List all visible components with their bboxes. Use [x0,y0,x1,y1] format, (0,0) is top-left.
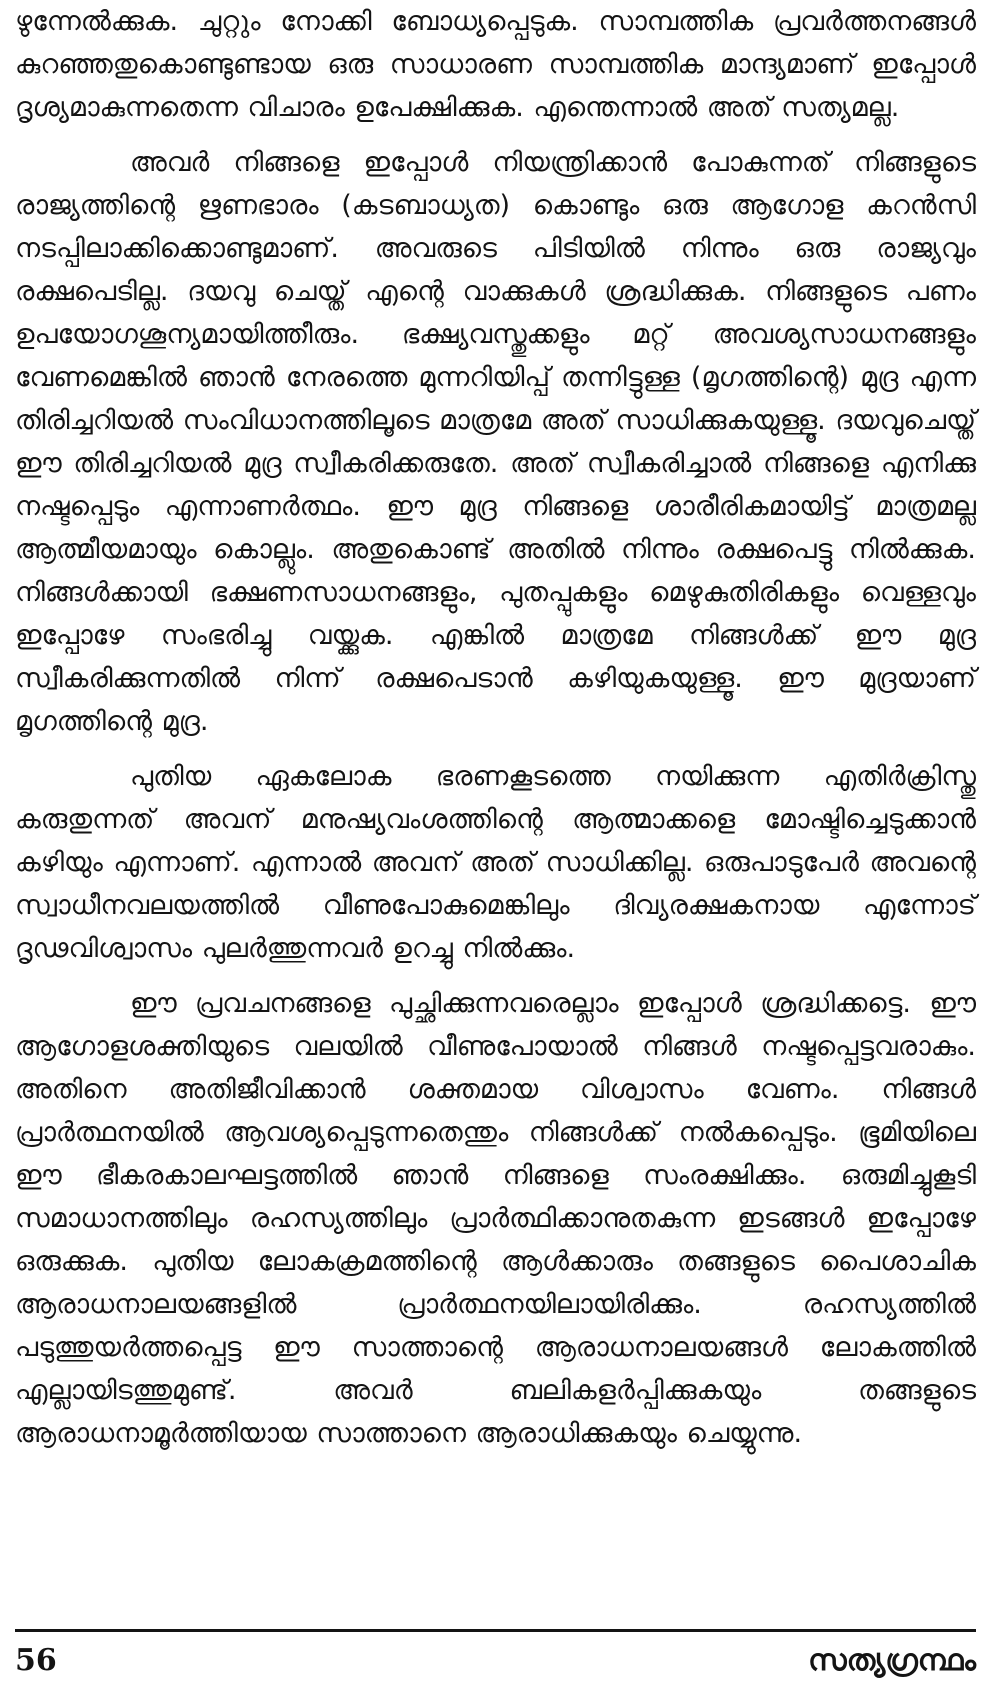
paragraph-3: പുതിയ ഏകലോക ഭരണകൂടത്തെ നയിക്കുന്ന എതിർക്രിസ്തു കരുതുന്നത് അവന് മനുഷ്യവംശത്തിന്റെ ആത്മാക്കളെ മോഷ്ടിച്ചെടുക്കാൻ കഴിയും എന്നാണ്. എന്നാൽ അവന് അത് സാധിക്കില്ല. ഒരുപാടുപേർ അവന്റെ സ്വാധീനവലയത്തിൽ വീണുപോകുമെങ്കിലും ദിവ്യരക്ഷകനായ എന്നോട് ദൃഢവിശ്വാസം പുലർത്തുന്നവർ ഉറച്ചു നിൽക്കും. [15,761,976,964]
book-title: സത്യഗ്രന്ഥം [808,1642,976,1678]
page-footer [15,1638,976,1682]
paragraph-1: ഴുന്നേൽക്കുക. ചുറ്റും നോക്കി ബോധ്യപ്പെടുക. സാമ്പത്തിക പ്രവർത്തനങ്ങൾ കുറഞ്ഞതുകൊണ്ടുണ്ടായ ഒരു സാധാരണ സാമ്പത്തിക മാന്ദ്യമാണ് ഇപ്പോൾ ദൃശ്യമാകുന്നതെന്ന വിചാരം ഉപേക്ഷിക്കുക. എന്തെന്നാൽ അത് സത്യമല്ല. [15,6,976,123]
page-number: 56 [15,1642,57,1678]
body-text [15,0,976,1455]
paragraph-4: ഈ പ്രവചനങ്ങളെ പുച്ഛിക്കുന്നവരെല്ലാം ഇപ്പോൾ ശ്രദ്ധിക്കട്ടെ. ഈ ആഗോളശക്തിയുടെ വലയിൽ വീണുപോയാൽ നിങ്ങൾ നഷ്ടപ്പെട്ടവരാകും. അതിനെ അതിജീവിക്കാൻ ശക്തമായ വിശ്വാസം വേണം. നിങ്ങൾ പ്രാർത്ഥനയിൽ ആവശ്യപ്പെടുന്നതെന്തും നിങ്ങൾക്ക് നൽകപ്പെടും. ഭൂമിയിലെ ഈ ഭീകരകാലഘട്ടത്തിൽ ഞാൻ നിങ്ങളെ സംരക്ഷിക്കും. ഒരുമിച്ചുകൂടി സമാധാനത്തിലും രഹസ്യത്തിലും പ്രാർത്ഥിക്കാനുതകുന്ന ഇടങ്ങൾ ഇപ്പോഴേ ഒരുക്കുക. പുതിയ ലോകക്രമത്തിന്റെ ആൾക്കാരും തങ്ങളുടെ പൈശാചിക ആരാധനാലയങ്ങളിൽ പ്രാർത്ഥനയിലായിരിക്കും. രഹസ്യത്തിൽ പടുത്തുയർത്തപ്പെട്ട ഈ സാത്താന്റെ ആരാധനാലയങ്ങൾ ലോകത്തിൽ എല്ലായിടത്തുമുണ്ട്. അവർ ബലികളർപ്പിക്കുകയും തങ്ങളുടെ ആരാധനാമൂർത്തിയായ സാത്താനെ ആരാധിക്കുകയും ചെയ്യുന്നു. [15,988,976,1449]
paragraph-2: അവർ നിങ്ങളെ ഇപ്പോൾ നിയന്ത്രിക്കാൻ പോകുന്നത് നിങ്ങളുടെ രാജ്യത്തിന്റെ ഋണഭാരം (കടബാധ്യത) കൊണ്ടും ഒരു ആഗോള കറൻസി നടപ്പിലാക്കിക്കൊണ്ടുമാണ്. അവരുടെ പിടിയിൽ നിന്നും ഒരു രാജ്യവും രക്ഷപെടില്ല. ദയവു ചെയ്ത് എന്റെ വാക്കുകൾ ശ്രദ്ധിക്കുക. നിങ്ങളുടെ പണം ഉപയോഗശൂന്യമായിത്തീരും. ഭക്ഷ്യവസ്തുക്കളും മറ്റ് അവശ്യസാധനങ്ങളും വേണമെങ്കിൽ ഞാൻ നേരത്തെ മുന്നറിയിപ്പ് തന്നിട്ടുള്ള (മൃഗത്തിന്റെ) മുദ്ര എന്ന തിരിച്ചറിയൽ സംവിധാനത്തിലൂടെ മാത്രമേ അത് സാധിക്കുകയുള്ളൂ. ദയവുചെയ്ത് ഈ തിരിച്ചറിയൽ മുദ്ര സ്വീകരിക്കരുതേ. അത് സ്വീകരിച്ചാൽ നിങ്ങളെ എനിക്കു നഷ്ടപ്പെടും എന്നാണർത്ഥം. ഈ മുദ്ര നിങ്ങളെ ശാരീരികമായിട്ട് മാത്രമല്ല ആത്മീയമായും കൊല്ലും. അതുകൊണ്ട് അതിൽ നിന്നും രക്ഷപെട്ടു നിൽക്കുക. നിങ്ങൾക്കായി ഭക്ഷണസാധനങ്ങളും, പുതപ്പുകളും മെഴുകുതിരികളും വെള്ളവും ഇപ്പോഴേ സംഭരിച്ചു വയ്ക്കുക. എങ്കിൽ മാത്രമേ നിങ്ങൾക്ക് ഈ മുദ്ര സ്വീകരിക്കുന്നതിൽ നിന്ന് രക്ഷപെടാൻ കഴിയുകയുള്ളൂ. ഈ മുദ്രയാണ് മൃഗത്തിന്റെ മുദ്ര. [15,147,976,737]
book-page [15,0,976,1692]
footer-rule [15,1629,976,1632]
